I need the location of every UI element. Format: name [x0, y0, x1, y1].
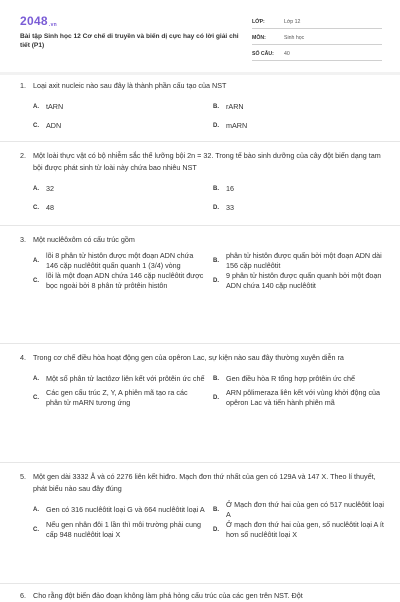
question-separator [0, 141, 400, 142]
option-text: Gen điều hòa R tổng hợp prôtêin ức chế [226, 373, 355, 383]
option-text: 9 phân tử histôn được quấn quanh bởi một đoạn ADN chứa 140 cặp nuclêôtit [226, 271, 382, 290]
logo-text: 2048 [20, 14, 48, 28]
options-grid [20, 369, 385, 408]
question-head [20, 80, 385, 92]
question-separator [0, 583, 400, 584]
question-head [20, 234, 385, 246]
header [0, 0, 400, 68]
question-3 [20, 234, 385, 291]
question-separator [0, 225, 400, 226]
meta-value: 40 [284, 51, 290, 57]
option-text: Gen có 316 nuclêôtit loại G và 664 nuclêôtit loại A [46, 505, 205, 514]
option-label: C. [33, 204, 39, 211]
question-number: 3. [20, 235, 26, 244]
option-label: B. [213, 185, 219, 192]
option-c[interactable] [33, 520, 205, 540]
option-d[interactable] [213, 388, 385, 408]
option-label: A. [33, 103, 39, 110]
header-divider [0, 72, 400, 75]
option-text: mARN [226, 120, 248, 130]
option-label: A. [33, 507, 39, 513]
document-title: Bài tập Sinh học 12 Cơ chế di truyền và biến dị cực hay có lời giải chi tiết (P1) [20, 33, 239, 49]
option-d[interactable] [213, 116, 385, 135]
options-grid [20, 97, 385, 135]
question-text: Loại axit nucleic nào sau đây là thành phần cấu tạo của NST [33, 81, 227, 90]
option-text: lõi là một đoạn ADN chứa 146 cặp nuclêôtit được bọc ngoài bởi 8 phân tử prôtêin histôn [46, 271, 204, 290]
question-number: 6. [20, 591, 26, 600]
option-b[interactable] [213, 251, 385, 271]
option-text: 16 [226, 183, 234, 193]
question-head [20, 352, 385, 364]
meta-value: Sinh học [284, 35, 305, 41]
question-1 [20, 80, 385, 135]
meta-value: Lớp 12 [284, 19, 301, 25]
option-a[interactable] [33, 369, 205, 388]
option-label: A. [33, 258, 39, 264]
option-label: B. [213, 103, 219, 110]
option-d[interactable] [213, 198, 385, 217]
question-text: Một nuclêôxôm có cấu trúc gồm [33, 235, 135, 244]
option-b[interactable] [213, 500, 385, 520]
option-label: A. [33, 375, 39, 382]
option-text: 48 [46, 202, 54, 212]
option-label: B. [213, 375, 219, 382]
options-grid [20, 500, 385, 540]
option-label: D. [213, 527, 219, 533]
question-2 [20, 150, 385, 217]
option-text: Một số phân tử lactôzơ liên kết với prôtêin ức chế [46, 373, 205, 383]
option-text: phân tử histôn được quấn bởi một đoạn ADN dài 156 cặp nuclêôtit [226, 251, 382, 270]
option-label: D. [213, 122, 219, 129]
meta-row-grade [252, 13, 382, 29]
option-text: 32 [46, 183, 54, 193]
option-b[interactable] [213, 97, 385, 116]
meta-row-count [252, 45, 382, 61]
option-text: Nếu gen nhân đôi 1 lần thì môi trường phải cung cấp 948 nuclêôtit loại X [46, 520, 201, 539]
option-text: 33 [226, 202, 234, 212]
option-a[interactable] [33, 251, 205, 271]
option-c[interactable] [33, 198, 205, 217]
option-a[interactable] [33, 500, 205, 520]
option-label: C. [33, 278, 39, 284]
question-text: Cho rằng đột biến đảo đoạn không làm phá hỏng cấu trúc của các gen trên NST. Đột [33, 591, 303, 600]
options-grid [20, 251, 385, 291]
option-text: ARN pôlimeraza liên kết với vùng khởi động của opêron Lac và tiến hành phiên mã [226, 388, 381, 407]
question-head [20, 590, 385, 602]
question-number: 4. [20, 353, 26, 362]
options-grid [20, 179, 385, 217]
option-label: D. [213, 278, 219, 284]
option-label: C. [33, 122, 39, 129]
option-text: tARN [46, 101, 64, 111]
option-c[interactable] [33, 388, 205, 408]
option-text: lõi 8 phân tử histôn được một đoạn ADN chứa 146 cặp nuclêôtit quấn quanh 1 (3/4) vòng [46, 251, 194, 270]
question-text: Một loài thực vật có bộ nhiễm sắc thể lưỡng bội 2n = 32. Trong tế bào sinh dưỡng của cây đột biến dạng tam bội được phát sinh từ loài này chứa bao nhiêu NST [33, 151, 381, 172]
question-5 [20, 471, 385, 540]
question-separator [0, 462, 400, 463]
meta-row-subject [252, 29, 382, 45]
option-label: D. [213, 204, 219, 211]
option-label: B. [213, 507, 219, 513]
option-text: ADN [46, 120, 62, 130]
option-label: D. [213, 395, 219, 401]
option-text: rARN [226, 101, 244, 111]
logo-suffix: .vn [48, 22, 58, 28]
option-label: B. [213, 258, 219, 264]
option-d[interactable] [213, 520, 385, 540]
meta-table [252, 13, 382, 61]
option-b[interactable] [213, 369, 385, 388]
option-a[interactable] [33, 179, 205, 198]
meta-key: SỐ CÂU: [252, 51, 274, 57]
option-text: Các gen cấu trúc Z, Y, A phiên mã tạo ra các phân tử mARN tương ứng [46, 388, 188, 407]
question-number: 5. [20, 472, 26, 481]
question-number: 1. [20, 81, 26, 90]
question-separator [0, 343, 400, 344]
question-text: Trong cơ chế điều hòa hoạt động gen của opêron Lac, sự kiện nào sau đây thường xuyên diễn ra [33, 353, 344, 362]
question-6 [20, 590, 385, 602]
option-text: Ở mạch đơn thứ hai của gen, số nuclêôtit loại A ít hơn số nuclêôtit loại X [226, 520, 384, 539]
option-label: C. [33, 527, 39, 533]
meta-key: MÔN: [252, 35, 266, 41]
question-4 [20, 352, 385, 408]
meta-key: LỚP: [252, 19, 265, 25]
option-text: Ở Mạch đơn thứ hai của gen có 517 nuclêôtit loại A [226, 500, 384, 519]
question-head [20, 150, 385, 174]
question-number: 2. [20, 151, 26, 160]
option-a[interactable] [33, 97, 205, 116]
site-logo[interactable] [20, 14, 57, 28]
option-d[interactable] [213, 271, 385, 291]
question-head [20, 471, 385, 495]
option-b[interactable] [213, 179, 385, 198]
option-c[interactable] [33, 271, 205, 291]
option-label: A. [33, 185, 39, 192]
question-text: Một gen dài 3332 Å và có 2276 liên kết hiđro. Mạch đơn thứ nhất của gen có 129A và 147 X. Theo lí thuyết, phát biểu nào sau đây đúng [33, 472, 376, 493]
option-c[interactable] [33, 116, 205, 135]
option-label: C. [33, 395, 39, 401]
